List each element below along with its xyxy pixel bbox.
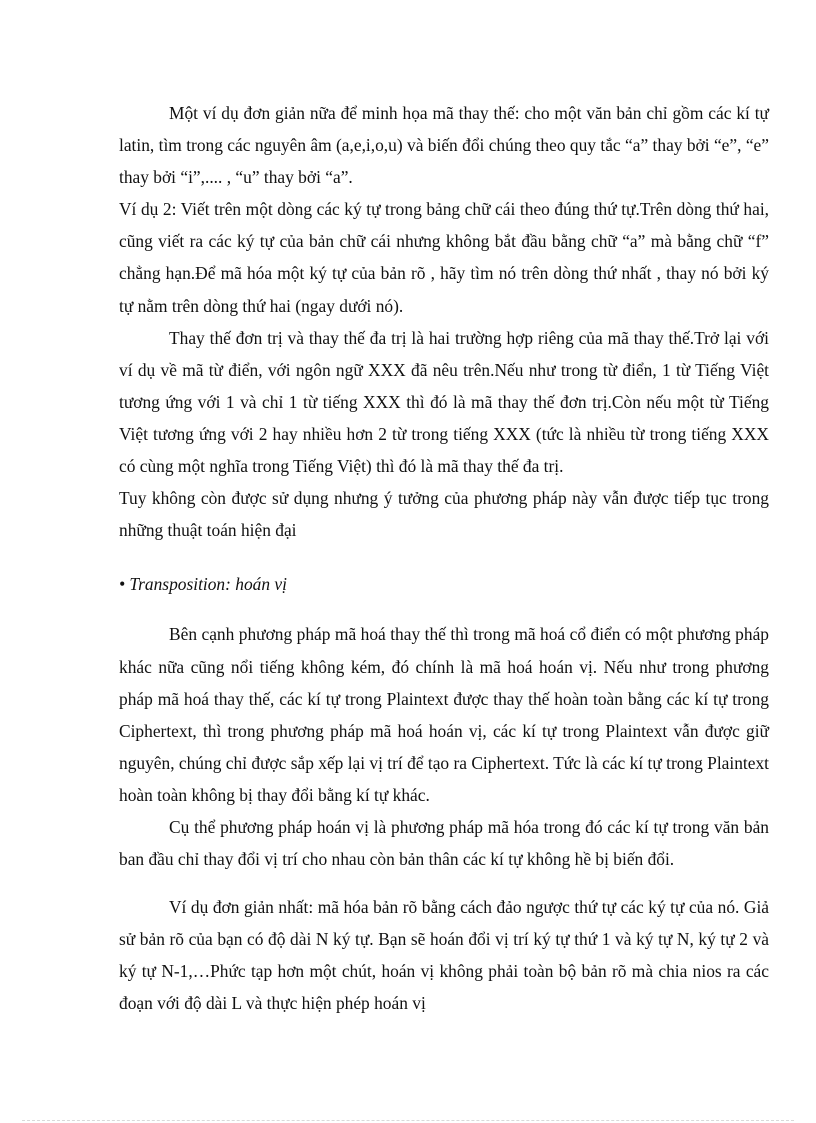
paragraph-modern-algorithms: Tuy không còn được sử dụng nhưng ý tưởng của phương pháp này vẫn được tiếp tục trong những thuật toán hiện đại <box>119 488 769 541</box>
paragraph-substitution-example: Một ví dụ đơn giản nữa để minh họa mã thay thế: cho một văn bản chỉ gồm các kí tự latin, tìm trong các nguyên âm (a,e,i,o,u) và biến đổi chúng theo quy tắc “a” thay bởi “e”, “e” thay bởi “i”,.... , “u” thay bởi “a”. <box>119 103 769 188</box>
page-bottom-divider <box>22 1120 794 1121</box>
section-heading-transposition: • Transposition: hoán vị <box>119 574 287 595</box>
paragraph-mono-poly-substitution: Thay thế đơn trị và thay thế đa trị là hai trường hợp riêng của mã thay thế.Trở lại với ví dụ về mã từ điển, với ngôn ngữ XXX đã nêu trên.Nếu như trong từ điển, 1 từ Tiếng Việt tương ứng với 1 và chỉ 1 từ tiếng XXX thì đó là mã thay thế đơn trị.Còn nếu một từ Tiếng Việt tương ứng với 2 hay nhiều hơn 2 từ trong tiếng XXX (tức là nhiều từ trong tiếng XXX có cùng một nghĩa trong Tiếng Việt) thì đó là mã thay thế đa trị. <box>119 327 769 477</box>
paragraph-transposition-intro: Bên cạnh phương pháp mã hoá thay thế thì trong mã hoá cổ điển có một phương pháp khác nữa cũng nổi tiếng không kém, đó chính là mã hoá hoán vị. Nếu như trong phương pháp mã hoá thay thế, các kí tự trong Plaintext được thay thế hoàn toàn bằng các kí tự trong Ciphertext, thì trong phương pháp mã hoá hoán vị, các kí tự trong Plaintext vẫn được giữ nguyên, chúng chỉ được sắp xếp lại vị trí để tạo ra Ciphertext. Tức là các kí tự trong Plaintext hoàn toàn không bị thay đổi bằng kí tự khác. <box>119 624 769 805</box>
document-body <box>119 97 769 1020</box>
paragraph-transposition-definition: Cụ thể phương pháp hoán vị là phương pháp mã hóa trong đó các kí tự trong văn bản ban đầu chỉ thay đổi vị trí cho nhau còn bản thân các kí tự không hề bị biến đổi. <box>119 816 769 870</box>
paragraph-example-2: Ví dụ 2: Viết trên một dòng các ký tự trong bảng chữ cái theo đúng thứ tự.Trên dòng thứ hai, cũng viết ra các ký tự của bản chữ cái nhưng không bắt đầu bằng chữ “a” mà bằng chữ “f” chẳng hạn.Để mã hóa một ký tự của bản rõ , hãy tìm nó trên dòng thứ nhất , thay nó bởi ký tự nằm trên dòng thứ hai (ngay dưới nó). <box>119 199 769 316</box>
paragraph-simplest-example: Ví dụ đơn giản nhất: mã hóa bản rõ bằng cách đảo ngược thứ tự các ký tự của nó. Giả sử bản rõ của bạn có độ dài N ký tự. Bạn sẽ hoán đổi vị trí ký tự thứ 1 và ký tự N, ký tự 2 và ký tự N-1,…Phức tạp hơn một chút, hoán vị không phải toàn bộ bản rõ mà chia nios ra các đoạn với độ dài L và thực hiện phép hoán vị <box>119 897 769 1014</box>
